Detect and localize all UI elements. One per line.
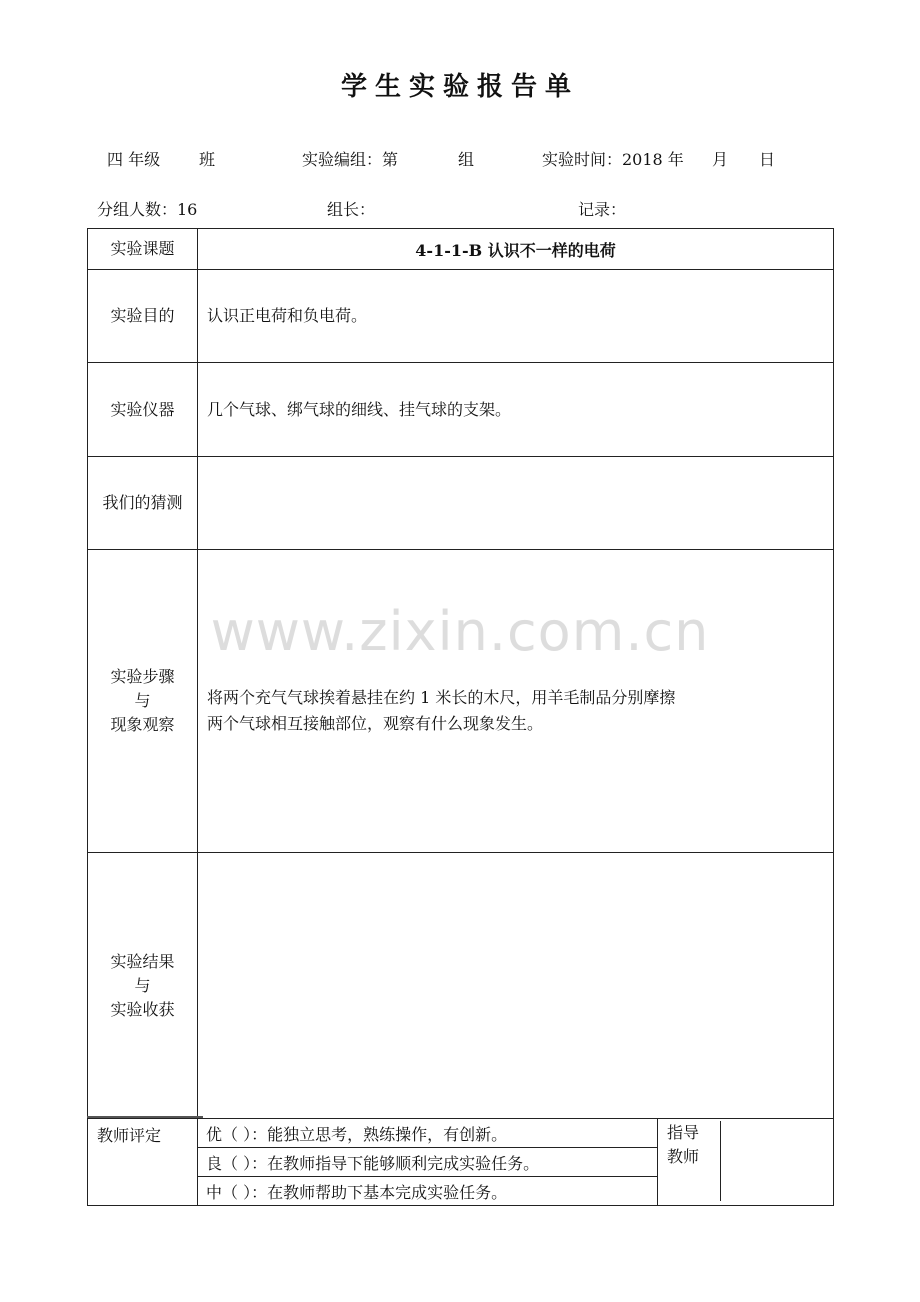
teacher-signature-cell[interactable] [658, 1119, 834, 1206]
steps-label-line-3: 现象观察 [110, 715, 175, 734]
equipment-label: 实验仪器 [88, 363, 198, 457]
steps-label-line-1: 实验步骤 [110, 667, 175, 686]
guess-value[interactable] [198, 457, 834, 550]
steps-value [198, 550, 834, 853]
leader-field: 组长： [327, 200, 376, 219]
result-value[interactable] [198, 853, 834, 1119]
group-number-field: 实验编组：第 [302, 150, 399, 169]
month-field: 月 [712, 150, 729, 169]
rating-good[interactable]: 良（ ）：在教师指导下能够顺利完成实验任务。 [198, 1148, 657, 1177]
topic-label: 实验课题 [88, 229, 198, 270]
result-label-line-2: 与 [134, 975, 151, 995]
teacher-label-line-1: 指导 [667, 1123, 700, 1142]
teacher-label-line-2: 教师 [667, 1147, 700, 1166]
recorder-field: 记录： [578, 200, 627, 219]
group-field: 组 [458, 150, 475, 169]
members-field: 分组人数：16 [97, 200, 198, 219]
grade-field: 四 年级 [107, 150, 161, 169]
topic-value: 4-1-1-B 认识不一样的电荷 [198, 229, 834, 270]
evaluation-ratings [198, 1119, 658, 1206]
equipment-value: 几个气球、绑气球的细线、挂气球的支架。 [198, 363, 834, 457]
class-field: 班 [199, 150, 216, 169]
rating-medium[interactable]: 中（ ）：在教师帮助下基本完成实验任务。 [198, 1177, 657, 1206]
time-field: 实验时间：2018 年 [542, 150, 684, 169]
watermark-text: www.zixin.com.cn [210, 600, 710, 663]
result-label-line-1: 实验结果 [110, 951, 175, 971]
signature-divider [720, 1121, 721, 1201]
purpose-label: 实验目的 [88, 270, 198, 363]
steps-label [88, 550, 198, 853]
evaluation-label: 教师评定 [88, 1119, 198, 1206]
day-field: 日 [759, 150, 776, 169]
rating-excellent[interactable]: 优（ ）：能独立思考，熟练操作，有创新。 [206, 1124, 508, 1144]
result-label [88, 853, 198, 1119]
steps-label-line-2: 与 [134, 691, 151, 710]
evaluation-top-rule [87, 1116, 203, 1118]
steps-line-2: 两个气球相互接触部位，观察有什么现象发生。 [207, 714, 544, 733]
teacher-label [667, 1121, 699, 1169]
result-label-line-3: 实验收获 [110, 999, 175, 1019]
guess-label: 我们的猜测 [88, 457, 198, 550]
steps-line-1: 将两个充气气球挨着悬挂在约 1 米长的木尺，用羊毛制品分别摩擦 [207, 688, 676, 707]
page-title: 学生实验报告单 [340, 72, 579, 102]
purpose-value: 认识正电荷和负电荷。 [198, 270, 834, 363]
report-table [87, 228, 834, 1206]
